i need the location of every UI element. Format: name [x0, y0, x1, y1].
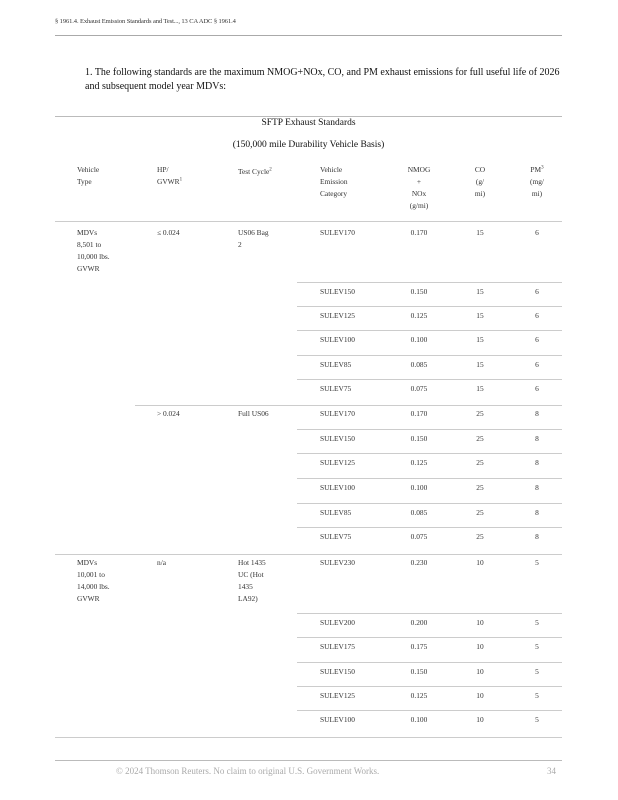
co-value: 15: [476, 360, 484, 369]
co-value: 15: [476, 311, 484, 320]
nmog-nox-value: 0.150: [410, 287, 428, 296]
pm-value: 5: [535, 642, 539, 651]
cell-line: 14,000 lbs.: [77, 582, 110, 591]
emission-category-cell: SULEV170: [320, 409, 355, 418]
pm-value: 8: [535, 483, 539, 492]
header-line: (g/: [475, 177, 485, 186]
emission-category-cell: SULEV170: [320, 228, 355, 237]
header-line: Category: [320, 189, 348, 198]
co-value: 25: [476, 434, 484, 443]
emission-category-cell: SULEV125: [320, 458, 355, 467]
footer-rule: [55, 760, 562, 761]
hp-gvwr-cell: n/a: [157, 558, 167, 567]
pm-value: 8: [535, 458, 539, 467]
pm-value: 8: [535, 434, 539, 443]
cell-line: Hot 1435: [238, 558, 266, 567]
hp-gvwr-cell: > 0.024: [157, 409, 180, 418]
header-line: Type: [77, 177, 92, 186]
row-rule: [297, 453, 562, 454]
row-rule: [297, 613, 562, 614]
pm-value: 6: [535, 335, 539, 344]
pm-value: 8: [535, 532, 539, 541]
emission-category-cell: SULEV100: [320, 715, 355, 724]
header-line: NOx: [411, 189, 427, 198]
emission-category-cell: SULEV125: [320, 691, 355, 700]
header-line: GVWR: [157, 177, 180, 186]
row-rule: [297, 503, 562, 504]
row-rule: [297, 710, 562, 711]
cell-line: GVWR: [77, 264, 100, 273]
emission-category-cell: SULEV230: [320, 558, 355, 567]
table-top-rule: [55, 116, 562, 117]
pm-value: 5: [535, 667, 539, 676]
row-rule: [297, 527, 562, 528]
cell-line: 8,501 to: [77, 240, 102, 249]
emission-category-cell: SULEV100: [320, 483, 355, 492]
emission-category-cell: SULEV150: [320, 667, 355, 676]
pm-value: 5: [535, 691, 539, 700]
header-line: (g/mi): [409, 201, 429, 210]
header-nmog-nox: [399, 164, 439, 212]
pm-value: 6: [535, 360, 539, 369]
co-value: 10: [476, 667, 484, 676]
header-vehicle-type: [77, 164, 99, 188]
row-rule: [297, 662, 562, 663]
cell-line: 10,001 to: [77, 570, 105, 579]
row-rule: [297, 379, 562, 380]
cell-line: 2: [238, 240, 242, 249]
nmog-nox-value: 0.150: [410, 667, 428, 676]
emission-category-cell: SULEV125: [320, 311, 355, 320]
header-line: (mg/: [530, 177, 544, 186]
header-line: mi): [474, 189, 486, 198]
row-rule: [297, 306, 562, 307]
header-line: CO: [474, 165, 486, 174]
nmog-nox-value: 0.200: [410, 618, 428, 627]
header-line: NMOG: [407, 165, 431, 174]
vehicle-type-cell: [77, 557, 110, 605]
cell-line: GVWR: [77, 594, 100, 603]
vehicle-type-cell: [77, 227, 110, 275]
cell-line: MDVs: [77, 228, 98, 237]
cell-line: MDVs: [77, 558, 98, 567]
emission-category-cell: SULEV100: [320, 335, 355, 344]
cell-line: LA92): [238, 594, 258, 603]
hp-gvwr-cell: ≤ 0.024: [157, 228, 180, 237]
nmog-nox-value: 0.085: [410, 508, 428, 517]
emission-category-cell: SULEV200: [320, 618, 355, 627]
co-value: 10: [476, 691, 484, 700]
group-rule: [55, 554, 562, 555]
emission-category-cell: SULEV75: [320, 384, 352, 393]
nmog-nox-value: 0.100: [410, 483, 428, 492]
co-value: 25: [476, 483, 484, 492]
nmog-nox-value: 0.075: [410, 384, 428, 393]
nmog-nox-value: 0.085: [410, 360, 428, 369]
nmog-nox-value: 0.170: [410, 409, 428, 418]
row-rule: [297, 686, 562, 687]
header-line: Vehicle: [77, 165, 100, 174]
footnote-marker: 2: [269, 167, 272, 173]
co-value: 10: [476, 715, 484, 724]
table-bottom-rule: [55, 737, 562, 738]
co-value: 10: [476, 618, 484, 627]
nmog-nox-value: 0.125: [410, 311, 428, 320]
page-number: 34: [547, 766, 556, 776]
nmog-nox-value: 0.175: [410, 642, 428, 651]
footnote-marker: 3: [541, 165, 544, 171]
header-emission-category: [320, 164, 348, 200]
nmog-nox-value: 0.150: [410, 434, 428, 443]
header-line: Emission: [320, 177, 348, 186]
header-pm: [520, 164, 554, 200]
test-cycle-cell: [238, 557, 266, 605]
pm-value: 6: [535, 228, 539, 237]
emission-category-cell: SULEV75: [320, 532, 352, 541]
footnote-marker: 1: [179, 177, 183, 183]
pm-value: 6: [535, 311, 539, 320]
co-value: 10: [476, 642, 484, 651]
header-line: Test Cycle: [238, 167, 270, 176]
nmog-nox-value: 0.075: [410, 532, 428, 541]
emission-category-cell: SULEV175: [320, 642, 355, 651]
cell-line: Full US06: [238, 409, 269, 418]
cell-line: US06 Bag: [238, 228, 269, 237]
header-hp-gvwr: [157, 164, 182, 188]
row-rule: [297, 637, 562, 638]
pm-value: 5: [535, 558, 539, 567]
header-rule: [55, 35, 562, 36]
pm-value: 5: [535, 715, 539, 724]
co-value: 25: [476, 409, 484, 418]
pm-value: 6: [535, 384, 539, 393]
nmog-nox-value: 0.170: [410, 228, 428, 237]
emission-category-cell: SULEV150: [320, 434, 355, 443]
running-head: § 1961.4. Exhaust Emission Standards and Test..., 13 CA ADC § 1961.4: [55, 18, 236, 25]
test-cycle-cell: [238, 227, 269, 251]
co-value: 15: [476, 384, 484, 393]
subgroup-rule: [135, 405, 562, 406]
row-rule: [297, 478, 562, 479]
nmog-nox-value: 0.100: [410, 715, 428, 724]
co-value: 15: [476, 335, 484, 344]
emission-category-cell: SULEV85: [320, 360, 352, 369]
pm-value: 8: [535, 508, 539, 517]
nmog-nox-value: 0.100: [410, 335, 428, 344]
row-rule: [297, 355, 562, 356]
header-rule: [55, 221, 562, 222]
emission-category-cell: SULEV150: [320, 287, 355, 296]
nmog-nox-value: 0.230: [410, 558, 428, 567]
header-line: HP/: [157, 165, 169, 174]
row-rule: [297, 282, 562, 283]
header-co: [466, 164, 494, 200]
co-value: 25: [476, 532, 484, 541]
cell-line: 1435: [238, 582, 253, 591]
header-line: PM: [530, 165, 542, 174]
pm-value: 6: [535, 287, 539, 296]
co-value: 25: [476, 458, 484, 467]
row-rule: [297, 330, 562, 331]
intro-paragraph: 1. The following standards are the maximum NMOG+NOx, CO, and PM exhaust emissions for full useful life of 2026 and subsequent model year MDVs:: [85, 67, 560, 92]
header-line: mi): [531, 189, 543, 198]
footer-copyright: © 2024 Thomson Reuters. No claim to original U.S. Government Works.: [116, 766, 380, 776]
nmog-nox-value: 0.125: [410, 691, 428, 700]
nmog-nox-value: 0.125: [410, 458, 428, 467]
header-line: +: [416, 177, 422, 186]
header-line: Vehicle: [320, 165, 343, 174]
pm-value: 8: [535, 409, 539, 418]
co-value: 15: [476, 287, 484, 296]
co-value: 25: [476, 508, 484, 517]
cell-line: 10,000 lbs.: [77, 252, 110, 261]
pm-value: 5: [535, 618, 539, 627]
co-value: 10: [476, 558, 484, 567]
emission-category-cell: SULEV85: [320, 508, 352, 517]
co-value: 15: [476, 228, 484, 237]
cell-line: UC (Hot: [238, 570, 264, 579]
row-rule: [297, 429, 562, 430]
table-subtitle: (150,000 mile Durability Vehicle Basis): [232, 140, 385, 150]
table-title: SFTP Exhaust Standards: [261, 118, 356, 128]
test-cycle-cell: [238, 408, 269, 420]
header-test-cycle: [238, 166, 272, 178]
